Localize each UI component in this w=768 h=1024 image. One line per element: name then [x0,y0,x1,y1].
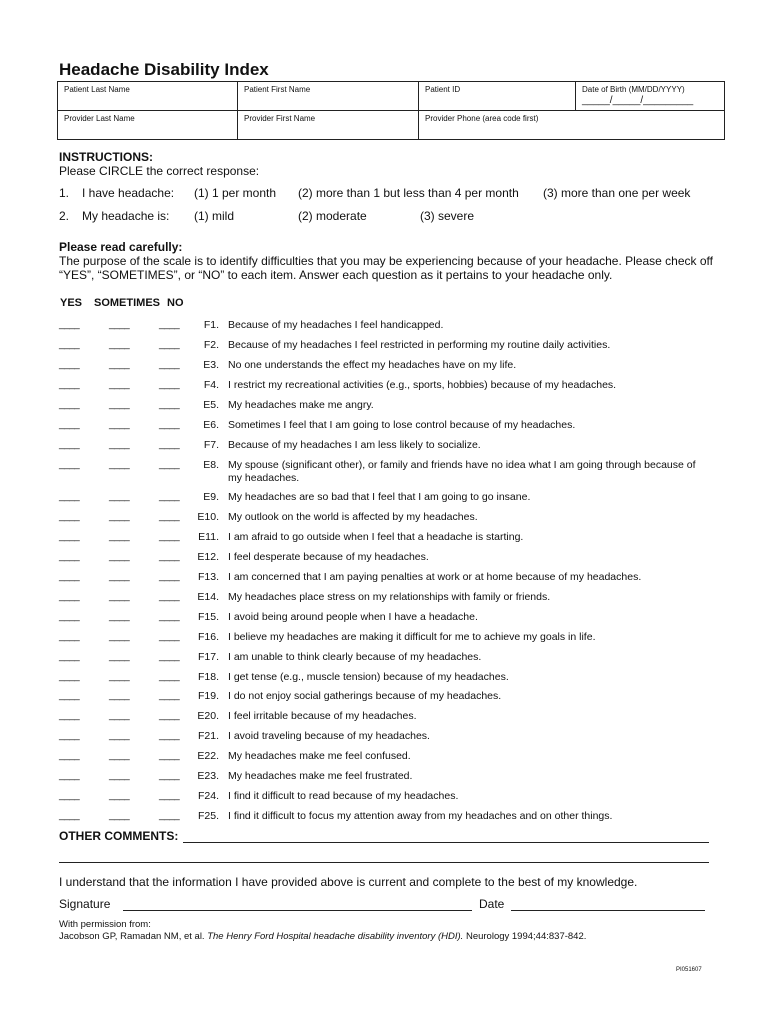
question-number: 1. [59,186,70,200]
date-of-birth-label: Date of Birth (MM/DD/YYYY) [582,85,685,94]
item-code: E8. [203,459,219,471]
sometimes-blank[interactable]: ____ [109,690,130,701]
patient-info-table [57,81,725,140]
yes-blank[interactable]: ____ [59,710,80,721]
no-blank[interactable]: ____ [159,690,180,701]
question-option[interactable]: (2) moderate [298,209,367,223]
signature-line[interactable] [123,910,472,911]
yes-blank[interactable]: ____ [59,511,80,522]
item-code: F24. [197,790,219,802]
no-blank[interactable]: ____ [159,439,180,450]
yes-blank[interactable]: ____ [59,491,80,502]
yes-blank[interactable]: ____ [59,730,80,741]
item-code: E9. [203,491,219,503]
yes-blank[interactable]: ____ [59,339,80,350]
question-option[interactable]: (2) more than 1 but less than 4 per month [298,186,519,200]
patient-id-label: Patient ID [425,85,461,94]
item-text: I find it difficult to focus my attention away from my headaches and on other things. [228,810,613,822]
item-code: F15. [197,611,219,623]
yes-blank[interactable]: ____ [59,439,80,450]
patient-first-name-field[interactable] [238,82,419,111]
sometimes-blank[interactable]: ____ [109,571,130,582]
no-blank[interactable]: ____ [159,571,180,582]
item-code: E14. [197,591,219,603]
yes-blank[interactable]: ____ [59,399,80,410]
no-blank[interactable]: ____ [159,551,180,562]
sometimes-blank[interactable]: ____ [109,631,130,642]
no-blank[interactable]: ____ [159,399,180,410]
no-blank[interactable]: ____ [159,710,180,721]
sometimes-blank[interactable]: ____ [109,531,130,542]
citation-authors: Jacobson GP, Ramadan NM, et al. [59,931,205,942]
provider-first-name-label: Provider First Name [244,114,316,123]
yes-blank[interactable]: ____ [59,359,80,370]
no-blank[interactable]: ____ [159,379,180,390]
yes-blank[interactable]: ____ [59,631,80,642]
form-title: Headache Disability Index [59,60,269,79]
yes-blank[interactable]: ____ [59,591,80,602]
signature-label: Signature [59,897,111,911]
no-blank[interactable]: ____ [159,750,180,761]
item-code: F2. [203,339,219,351]
no-blank[interactable]: ____ [159,511,180,522]
yes-blank[interactable]: ____ [59,671,80,682]
item-code: E23. [197,770,219,782]
citation-title: The Henry Ford Hospital headache disability inventory (HDI). [207,931,464,942]
yes-blank[interactable]: ____ [59,770,80,781]
question-label: My headache is: [82,209,170,223]
column-header-no: NO [167,297,184,309]
column-header-yes: YES [60,297,83,309]
item-text: My headaches make me feel confused. [228,750,411,762]
item-code: F13. [197,571,219,583]
yes-blank[interactable]: ____ [59,651,80,662]
yes-blank[interactable]: ____ [59,810,80,821]
sometimes-blank[interactable]: ____ [109,651,130,662]
item-code: F21. [197,730,219,742]
question-option[interactable]: (3) severe [420,209,475,223]
patient-last-name-label: Patient Last Name [64,85,130,94]
patient-last-name-field[interactable] [58,82,238,111]
yes-blank[interactable]: ____ [59,319,80,330]
sometimes-blank[interactable]: ____ [109,379,130,390]
sometimes-blank[interactable]: ____ [109,611,130,622]
item-text: I do not enjoy social gatherings because of my headaches. [228,690,502,702]
item-code: E5. [203,399,219,411]
yes-blank[interactable]: ____ [59,459,80,470]
item-text: My headaches place stress on my relationships with family or friends. [228,591,551,603]
item-code: E22. [197,750,219,762]
yes-blank[interactable]: ____ [59,611,80,622]
no-blank[interactable]: ____ [159,810,180,821]
sometimes-blank[interactable]: ____ [109,511,130,522]
question-number: 2. [59,209,70,223]
item-text: Because of my headaches I feel restricted in performing my routine daily activities. [228,339,611,351]
no-blank[interactable]: ____ [159,631,180,642]
item-text: I feel irritable because of my headaches. [228,710,417,722]
yes-blank[interactable]: ____ [59,750,80,761]
item-code: E6. [203,419,219,431]
no-blank[interactable]: ____ [159,671,180,682]
item-code: F4. [203,379,219,391]
item-code: F7. [203,439,219,451]
sometimes-blank[interactable]: ____ [109,730,130,741]
date-label: Date [479,897,505,911]
yes-blank[interactable]: ____ [59,790,80,801]
item-text: Because of my headaches I am less likely to socialize. [228,439,481,451]
no-blank[interactable]: ____ [159,491,180,502]
item-code: E11. [198,531,219,543]
item-text: My headaches make me feel frustrated. [228,770,413,782]
no-blank[interactable]: ____ [159,419,180,430]
item-text: I avoid traveling because of my headaches. [228,730,430,742]
item-text: I feel desperate because of my headaches. [228,551,429,563]
sometimes-blank[interactable]: ____ [109,359,130,370]
citation-journal: Neurology 1994;44:837-842. [465,931,587,942]
sometimes-blank[interactable]: ____ [109,319,130,330]
sometimes-blank[interactable]: ____ [109,710,130,721]
item-code: F18. [197,671,219,683]
no-blank[interactable]: ____ [159,730,180,741]
provider-phone-label: Provider Phone (area code first) [425,114,539,123]
patient-first-name-label: Patient First Name [244,85,311,94]
no-blank[interactable]: ____ [159,459,180,470]
read-carefully-text: The purpose of the scale is to identify difficulties that you may be experiencing because of your headache. Please check off “YES”, “SOMETIMES”, or “NO” to each item. Answer each question as it pertains to your headache only. [59,254,713,282]
item-text: I am afraid to go outside when I feel that a headache is starting. [228,531,524,543]
permission-text: With permission from: [59,919,151,930]
no-blank[interactable]: ____ [159,531,180,542]
date-line[interactable] [511,910,705,911]
sometimes-blank[interactable]: ____ [109,790,130,801]
sometimes-blank[interactable]: ____ [109,399,130,410]
other-comments-line-2[interactable] [59,862,709,863]
item-text: Because of my headaches I feel handicapped. [228,319,444,331]
form-id: PI051607 [676,967,702,973]
no-blank[interactable]: ____ [159,339,180,350]
provider-last-name-field[interactable] [58,111,238,140]
other-comments-label: OTHER COMMENTS: [59,829,179,843]
provider-first-name-field[interactable] [238,111,419,140]
sometimes-blank[interactable]: ____ [109,491,130,502]
item-code: F17. [197,651,219,663]
item-text: I restrict my recreational activities (e.g., sports, hobbies) because of my headaches. [228,379,617,391]
item-text: I believe my headaches are making it difficult for me to achieve my goals in life. [228,631,596,643]
item-text: My headaches are so bad that I feel that I am going to go insane. [228,491,531,503]
item-code: E3. [203,359,219,371]
question-option[interactable]: (3) more than one per week [543,186,691,200]
item-text: I am unable to think clearly because of my headaches. [228,651,482,663]
other-comments-line[interactable] [183,842,709,843]
sometimes-blank[interactable]: ____ [109,770,130,781]
provider-last-name-label: Provider Last Name [64,114,135,123]
sometimes-blank[interactable]: ____ [109,810,130,821]
item-code: F19. [197,690,219,702]
acknowledgement-text: I understand that the information I have provided above is current and complete to the best of my knowledge. [59,875,638,889]
no-blank[interactable]: ____ [159,611,180,622]
sometimes-blank[interactable]: ____ [109,671,130,682]
sometimes-blank[interactable]: ____ [109,339,130,350]
yes-blank[interactable]: ____ [59,571,80,582]
date-of-birth-field[interactable] [576,82,725,111]
instructions-text: Please CIRCLE the correct response: [59,164,260,178]
question-option[interactable]: (1) mild [194,209,235,223]
item-text: No one understands the effect my headaches have on my life. [228,359,517,371]
no-blank[interactable]: ____ [159,319,180,330]
item-code: E12. [197,551,219,563]
item-text: My outlook on the world is affected by my headaches. [228,511,478,523]
yes-blank[interactable]: ____ [59,379,80,390]
sometimes-blank[interactable]: ____ [109,439,130,450]
item-text: My headaches make me angry. [228,399,374,411]
yes-blank[interactable]: ____ [59,551,80,562]
no-blank[interactable]: ____ [159,770,180,781]
read-carefully-heading: Please read carefully: [59,240,183,254]
item-code: F25. [197,810,219,822]
question-label: I have headache: [82,186,175,200]
instructions-heading: INSTRUCTIONS: [59,150,153,164]
yes-blank[interactable]: ____ [59,531,80,542]
item-code: F16. [197,631,219,643]
provider-phone-field[interactable] [419,111,725,140]
citation [59,931,586,942]
item-code: E10. [197,511,219,523]
yes-blank[interactable]: ____ [59,690,80,701]
date-of-birth-blank: _____/_____/_________ [582,95,694,106]
no-blank[interactable]: ____ [159,790,180,801]
item-text: I find it difficult to read because of my headaches. [228,790,459,802]
patient-id-field[interactable] [419,82,576,111]
no-blank[interactable]: ____ [159,591,180,602]
item-text: My spouse (significant other), or family and friends have no idea what I am going through because of my headaches. [228,459,696,484]
column-header-sometimes: SOMETIMES [94,297,161,309]
item-text: Sometimes I feel that I am going to lose control because of my headaches. [228,419,576,431]
sometimes-blank[interactable]: ____ [109,419,130,430]
no-blank[interactable]: ____ [159,651,180,662]
sometimes-blank[interactable]: ____ [109,551,130,562]
item-text: I get tense (e.g., muscle tension) because of my headaches. [228,671,509,683]
yes-blank[interactable]: ____ [59,419,80,430]
item-text: I am concerned that I am paying penalties at work or at home because of my headaches. [228,571,642,583]
sometimes-blank[interactable]: ____ [109,459,130,470]
sometimes-blank[interactable]: ____ [109,591,130,602]
sometimes-blank[interactable]: ____ [109,750,130,761]
question-option[interactable]: (1) 1 per month [194,186,277,200]
item-text: I avoid being around people when I have a headache. [228,611,478,623]
item-code: E20. [197,710,219,722]
item-code: F1. [203,319,219,331]
no-blank[interactable]: ____ [159,359,180,370]
